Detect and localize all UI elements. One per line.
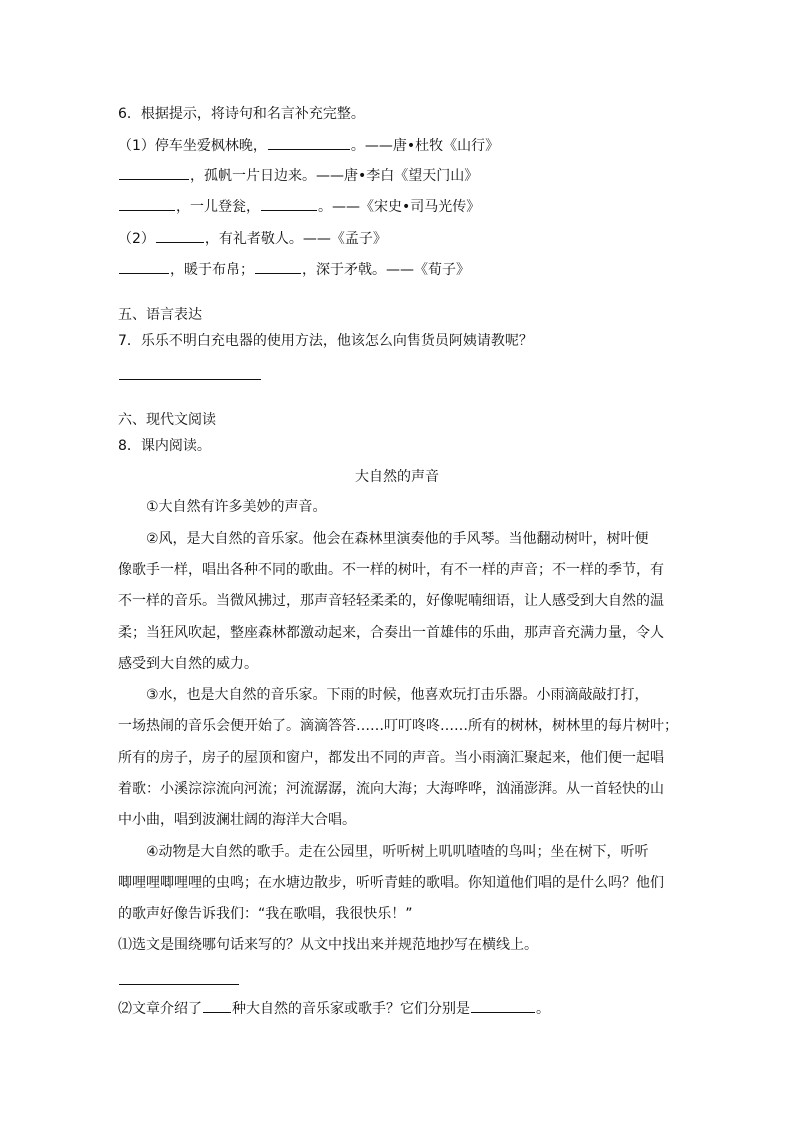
passage-line: ④动物是大自然的歌手。走在公园里，听听树上叽叽喳喳的鸟叫；坐在树下，听听: [146, 844, 649, 860]
q6-line1-prefix: （1）停车坐爱枫林晚，: [118, 138, 267, 154]
passage-line: 像歌手一样，唱出各种不同的歌曲。不一样的树叶，有不一样的声音；不一样的季节，有: [118, 562, 664, 578]
passage-line: 一场热闹的音乐会便开始了。滴滴答答……叮叮咚咚……所有的树林，树林里的每片树叶；: [118, 718, 678, 734]
passage-line: 所有的房子，房子的屋顶和窗户，都发出不同的声音。当小雨滴汇聚起来，他们便一起唱: [118, 750, 664, 766]
q6-line-2: [118, 165, 478, 185]
q6-heading: 6．根据提示，将诗句和名言补充完整。: [118, 106, 365, 122]
fill-blank[interactable]: [255, 259, 301, 274]
fill-blank[interactable]: [119, 259, 169, 274]
fill-blank[interactable]: [261, 196, 317, 211]
q6-line4-prefix: （2）: [118, 231, 155, 247]
q6-line3-mid: ，一儿登瓮，: [176, 199, 260, 215]
passage-line: 中小曲，唱到波澜壮阔的海洋大合唱。: [118, 812, 356, 828]
sq2-prefix: ⑵文章介绍了: [118, 1001, 202, 1017]
q6-line1-suffix: 。——唐•杜牧《山行》: [350, 138, 500, 154]
passage-line: 柔；当狂风吹起，整座森林都激动起来，合奏出一首雄伟的乐曲，那声音充满力量，令人: [118, 625, 664, 641]
fill-blank[interactable]: [471, 998, 535, 1013]
q6-line-1: [118, 135, 499, 155]
fill-blank[interactable]: [156, 228, 204, 243]
sq2-suffix: 。: [536, 1001, 550, 1017]
q6-line5-mid: ，暖于布帛；: [170, 262, 254, 278]
passage-line: 的歌声好像告诉我们：“我在歌唱，我很快乐！”: [118, 906, 413, 922]
q6-line-5: [118, 259, 470, 279]
sq2-mid: 种大自然的音乐家或歌手？它们分别是: [232, 1001, 470, 1017]
fill-blank[interactable]: [203, 998, 231, 1013]
q6-line-3: [118, 196, 480, 216]
q6-line3-suffix: 。——《宋史•司马光传》: [318, 199, 481, 215]
passage-line: 不一样的音乐。当微风拂过，那声音轻轻柔柔的，好像呢喃细语，让人感受到大自然的温: [118, 593, 664, 609]
passage-line: ②风，是大自然的音乐家。他会在森林里演奏他的手风琴。当他翻动树叶，树叶便: [146, 531, 649, 547]
q7-text: 7．乐乐不明白充电器的使用方法，他该怎么向售货员阿姨请教呢？: [118, 333, 533, 349]
passage-line: 唧哩哩唧哩哩的虫鸣；在水塘边散步，听听青蛙的歌唱。你知道他们唱的是什么吗？他们: [118, 875, 664, 891]
q6-line5-suffix: ，深于矛戟。——《荀子》: [302, 262, 470, 278]
passage-title: 大自然的声音: [355, 469, 439, 485]
passage-line: 感受到大自然的威力。: [118, 656, 258, 672]
sub-question-1: ⑴选文是围绕哪句话来写的？从文中找出来并规范地抄写在横线上。: [118, 937, 538, 953]
q6-line4-suffix: ，有礼者敬人。——《孟子》: [204, 231, 387, 247]
sub-question-2: [118, 998, 550, 1018]
answer-line-q7[interactable]: [119, 379, 261, 380]
fill-blank[interactable]: [119, 165, 189, 180]
fill-blank[interactable]: [268, 135, 350, 150]
q6-line-4: [118, 228, 387, 248]
passage-line: 着歌：小溪淙淙流向河流；河流潺潺，流向大海；大海哗哗，汹涌澎湃。从一首轻快的山: [118, 781, 664, 797]
answer-line-sq1[interactable]: [119, 984, 239, 985]
passage-line: ①大自然有许多美妙的声音。: [146, 499, 327, 515]
section-5-heading: 五、语言表达: [118, 307, 202, 323]
fill-blank[interactable]: [119, 196, 175, 211]
passage-line: ③水，也是大自然的音乐家。下雨的时候，他喜欢玩打击乐器。小雨滴敲敲打打，: [146, 687, 649, 703]
q8-text: 8．课内阅读。: [118, 438, 211, 454]
section-6-heading: 六、现代文阅读: [118, 412, 216, 428]
q6-line2-text: ，孤帆一片日边来。——唐•李白《望天门山》: [190, 168, 479, 184]
